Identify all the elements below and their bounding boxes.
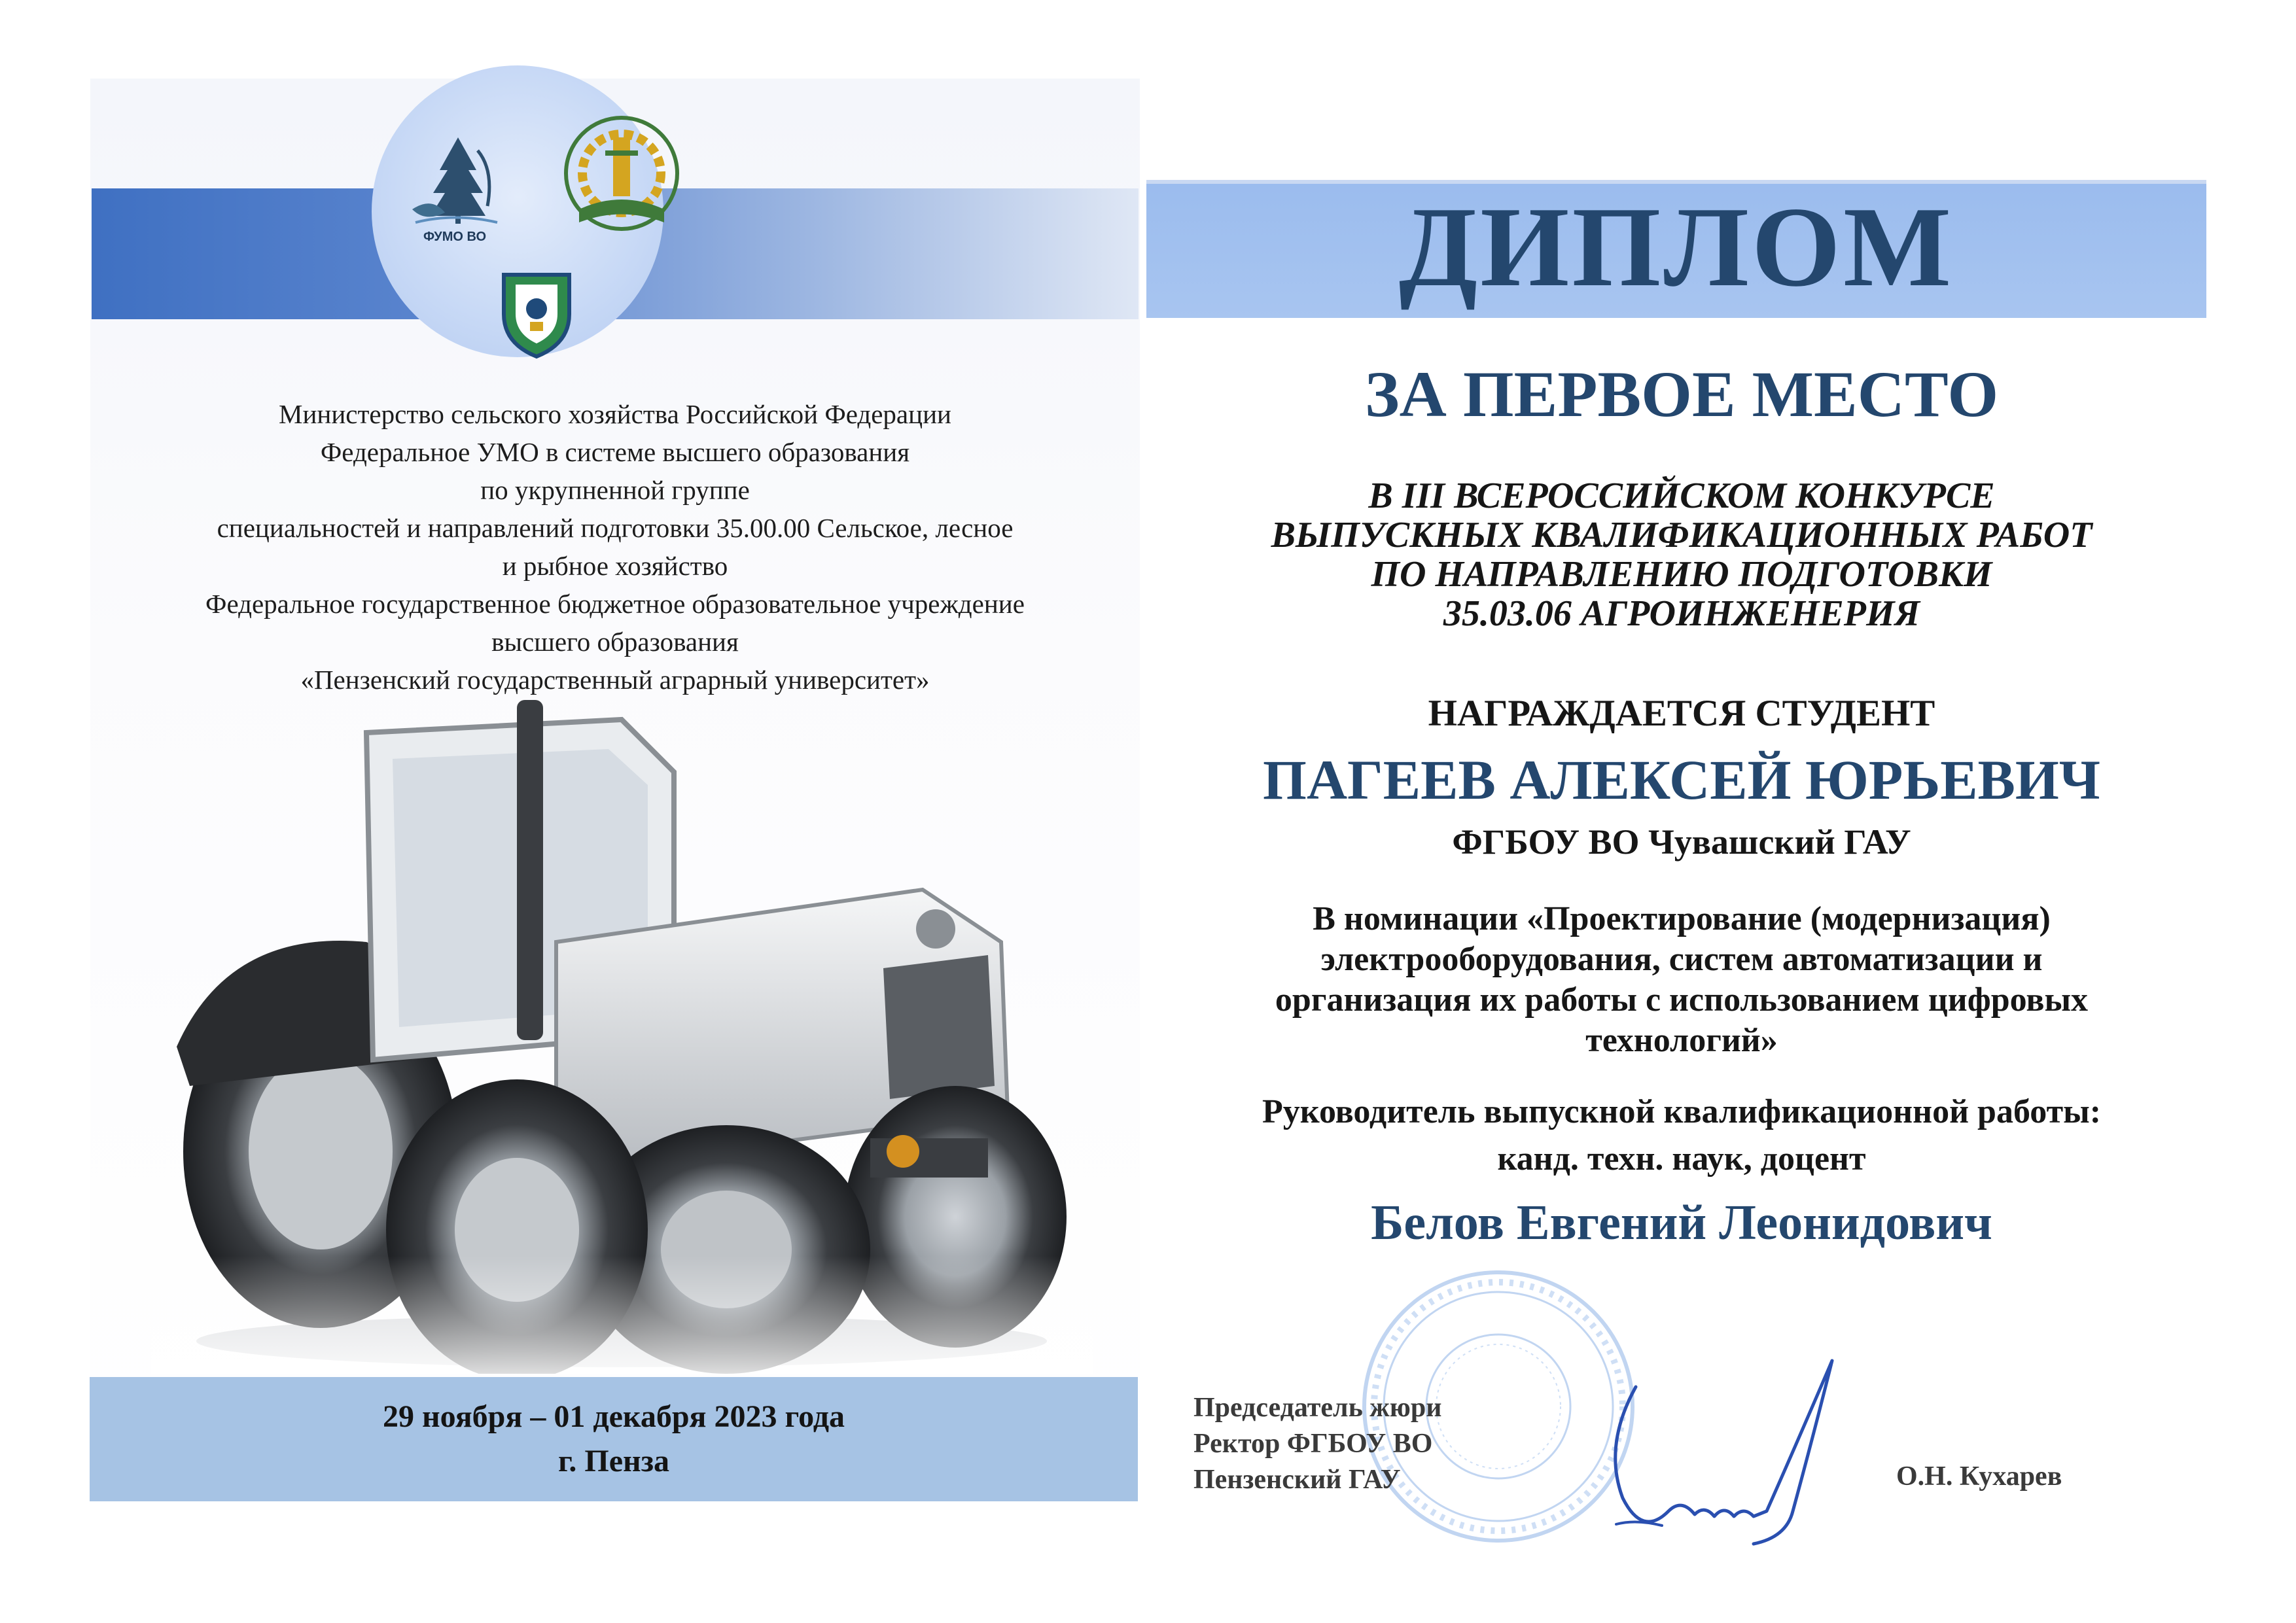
fumo-logo (399, 131, 510, 249)
event-city: г. Пенза (558, 1444, 669, 1478)
chair-line: Председатель жюри (1193, 1393, 1442, 1423)
ministry-line: «Пензенский государственный аграрный университет» (300, 665, 930, 695)
ministry-line: специальностей и направлений подготовки 35.00.00 Сельское, лесное (217, 513, 1014, 543)
chair-line: Пензенский ГАУ (1193, 1465, 1401, 1495)
ministry-text-block (92, 395, 1139, 699)
contest-line: ПО НАПРАВЛЕНИЮ ПОДГОТОВКИ (1371, 554, 1992, 595)
nomination-line: организация их работы с использованием цифровых (1275, 981, 2089, 1019)
awarded-label: НАГРАЖДАЕТСЯ СТУДЕНТ (1428, 693, 1935, 734)
signer-name: О.Н. Кухарев (1896, 1461, 2062, 1492)
supervisor-degree: канд. техн. наук, доцент (1497, 1140, 1866, 1178)
student-university: ФГБОУ ВО Чувашский ГАУ (1452, 822, 1911, 862)
chuvash-university-shield-logo (497, 268, 576, 360)
contest-line: 35.03.06 АГРОИНЖЕНЕРИЯ (1443, 593, 1920, 634)
nomination-text (1171, 899, 2192, 1061)
event-date-block (90, 1395, 1138, 1484)
jury-chair-block (1193, 1390, 1441, 1498)
event-dates: 29 ноября – 01 декабря 2023 года (382, 1399, 845, 1434)
tractor-image (150, 693, 1093, 1374)
nomination-line: В номинации «Проектирование (модернизация) (1313, 900, 2051, 937)
nomination-line: технологий» (1585, 1022, 1778, 1059)
contest-description (1171, 476, 2192, 633)
supervisor-name: Белов Евгений Леонидович (1371, 1195, 1992, 1250)
ministry-line: по укрупненной группе (480, 475, 750, 505)
ministry-line: Министерство сельского хозяйства Российской Федерации (279, 399, 951, 429)
penza-university-logo (559, 111, 684, 249)
first-place-heading: ЗА ПЕРВОЕ МЕСТО (1364, 358, 1999, 430)
student-name: ПАГЕЕВ АЛЕКСЕЙ ЮРЬЕВИЧ (1263, 748, 2100, 811)
contest-line: ВЫПУСКНЫХ КВАЛИФИКАЦИОННЫХ РАБОТ (1271, 515, 2093, 555)
ministry-line: высшего образования (491, 627, 739, 657)
ministry-line: и рыбное хозяйство (502, 551, 728, 581)
fumo-logo-text: ФУМО ВО (423, 230, 487, 244)
chair-line: Ректор ФГБОУ ВО (1193, 1429, 1433, 1459)
nomination-line: электрооборудования, систем автоматизации и (1320, 941, 2043, 978)
contest-line: В III ВСЕРОССИЙСКОМ КОНКУРСЕ (1368, 476, 1995, 516)
supervisor-title: Руководитель выпускной квалификационной работы: (1262, 1093, 2102, 1130)
ministry-line: Федеральное УМО в системе высшего образования (320, 437, 910, 467)
ministry-line: Федеральное государственное бюджетное образовательное учреждение (205, 589, 1025, 619)
diploma-title: ДИПЛОМ (1398, 183, 1954, 310)
handwritten-signature (1597, 1348, 1852, 1557)
